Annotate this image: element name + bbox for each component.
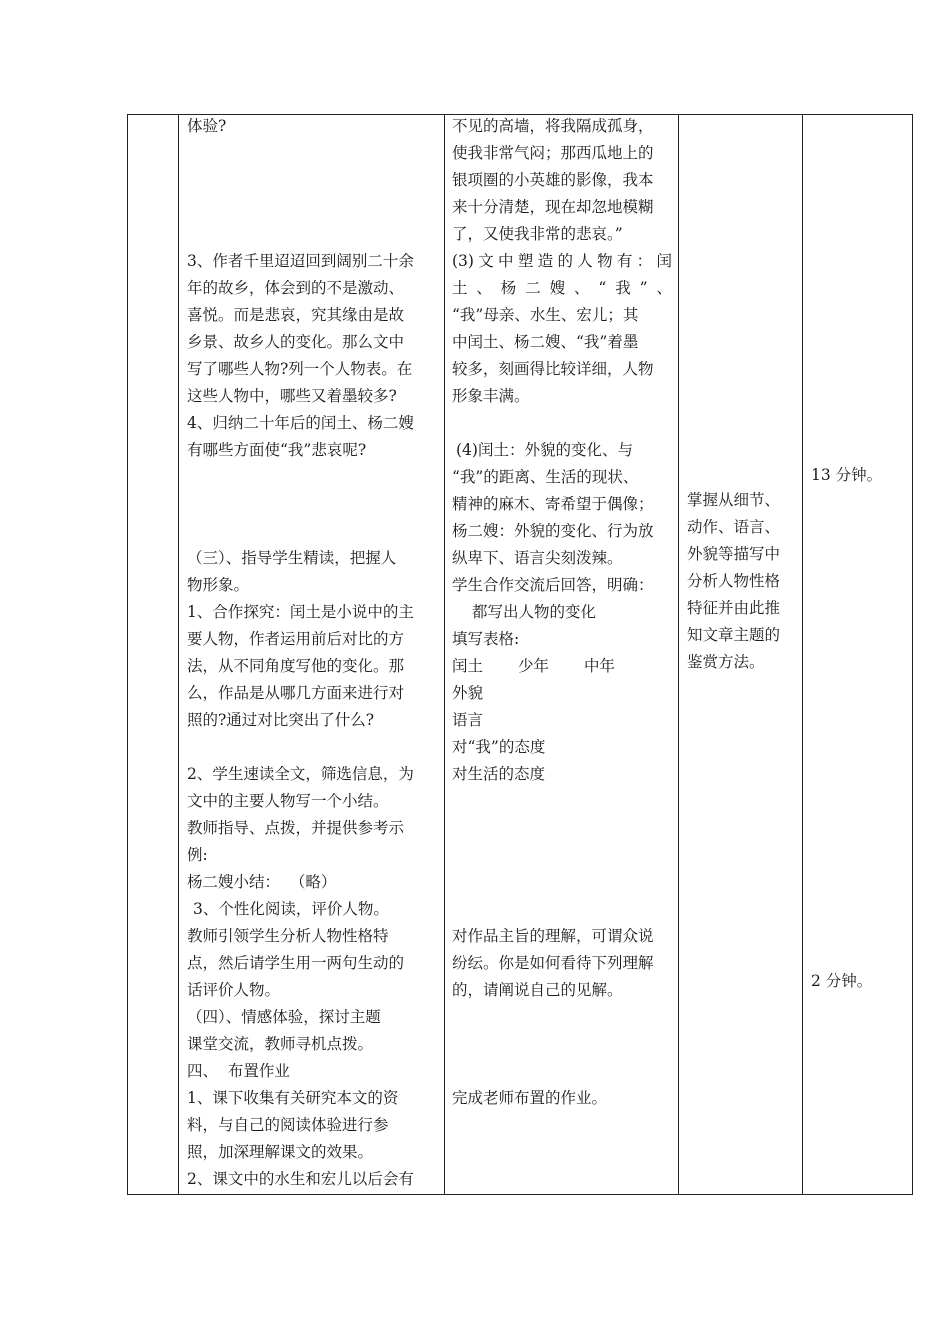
text-line: 要人物，作者运用前后对比的方 bbox=[187, 630, 405, 648]
text-line: 喜悦。而是悲哀，究其缘由是故 bbox=[187, 306, 405, 324]
text-line: 点，然后请学生用一两句生动的 bbox=[187, 954, 405, 972]
text-line: 杨二嫂：外貌的变化、行为放 bbox=[452, 522, 654, 540]
text-line: 例: bbox=[187, 846, 208, 864]
comparison-header-row bbox=[452, 653, 672, 680]
text-line: 对作品主旨的理解，可谓众说 bbox=[452, 927, 654, 945]
column-divider bbox=[444, 114, 445, 1195]
table-label: 对“我”的态度 bbox=[452, 738, 546, 756]
design-intent-cell bbox=[687, 487, 797, 676]
text-line: 纵卑下、语言尖刻泼辣。 bbox=[452, 549, 623, 567]
text-line: 知文章主题的 bbox=[687, 626, 781, 644]
time-label: 2 分钟。 bbox=[811, 972, 873, 990]
text-line: 使我非常气闷；那西瓜地上的 bbox=[452, 144, 654, 162]
text-line: 这些人物中，哪些又着墨较多? bbox=[187, 387, 397, 405]
text-line: 土、杨二嫂、“我”、 bbox=[452, 279, 672, 297]
text-line: 3、个性化阅读，评价人物。 bbox=[193, 900, 389, 918]
text-line: 1、合作探究：闰土是小说中的主 bbox=[187, 603, 414, 621]
column-divider bbox=[678, 114, 679, 1195]
text-line: 中闰土、杨二嫂、“我”着墨 bbox=[452, 333, 639, 351]
text-line: 都写出人物的变化 bbox=[472, 603, 597, 621]
table-label: 少年 bbox=[518, 657, 550, 675]
text-line: “我”母亲、水生、宏儿；其 bbox=[452, 306, 639, 324]
text-line: 动作、语言、 bbox=[687, 518, 781, 536]
table-label: 对生活的态度 bbox=[452, 765, 546, 783]
text-line: 的，请阐说自己的见解。 bbox=[452, 981, 623, 999]
text-line: 鉴赏方法。 bbox=[687, 653, 765, 671]
text-line: (3)文中塑造的人物有：闰 bbox=[452, 252, 672, 270]
text-line: 特征并由此推 bbox=[687, 599, 781, 617]
text-line: 来十分清楚，现在却忽地模糊 bbox=[452, 198, 654, 216]
text-line: 完成老师布置的作业。 bbox=[452, 1089, 608, 1107]
text-line: 了，又使我非常的悲哀。” bbox=[452, 225, 623, 243]
text-line: 掌握从细节、 bbox=[687, 491, 781, 509]
table-label: 外貌 bbox=[452, 684, 484, 702]
text-line: 教师指导、点拨，并提供参考示 bbox=[187, 819, 405, 837]
text-line: 学生合作交流后回答，明确： bbox=[452, 576, 654, 594]
text-line: 写了哪些人物?列一个人物表。在 bbox=[187, 360, 413, 378]
text-line: 1、课下收集有关研究本文的资 bbox=[187, 1089, 399, 1107]
text-line: 年的故乡，体会到的不是激动、 bbox=[187, 279, 405, 297]
text-line: 2、学生速读全文，筛选信息，为 bbox=[187, 765, 414, 783]
text-line: 外貌等描写中 bbox=[687, 545, 781, 563]
text-line: 银项圈的小英雄的影像，我本 bbox=[452, 171, 654, 189]
text-line: 话评价人物。 bbox=[187, 981, 281, 999]
text-line: 体验? bbox=[187, 117, 227, 135]
text-line: 文中的主要人物写一个小结。 bbox=[187, 792, 389, 810]
text-line: 不见的高墙，将我隔成孤身， bbox=[452, 117, 654, 135]
text-line: 分析人物性格 bbox=[687, 572, 781, 590]
text-line: 4、归纳二十年后的闰土、杨二嫂 bbox=[187, 414, 414, 432]
text-line: 法，从不同角度写他的变化。那 bbox=[187, 657, 405, 675]
text-line: 2、课文中的水生和宏儿以后会有 bbox=[187, 1170, 414, 1188]
text-line: 有哪些方面使“我”悲哀呢? bbox=[187, 441, 367, 459]
table-label: 中年 bbox=[584, 657, 616, 675]
text-line: 形象丰满。 bbox=[452, 387, 530, 405]
text-line: 精神的麻木、寄希望于偶像； bbox=[452, 495, 654, 513]
text-line: 较多，刻画得比较详细，人物 bbox=[452, 360, 654, 378]
text-line: (4)闰土：外貌的变化、与 bbox=[456, 441, 633, 459]
time-allocation-1 bbox=[811, 462, 906, 489]
section-heading: 四、 布置作业 bbox=[187, 1062, 290, 1080]
text-line: 料，与自己的阅读体验进行参 bbox=[187, 1116, 389, 1134]
text-line: 么，作品是从哪几方面来进行对 bbox=[187, 684, 405, 702]
text-line: 照，加深理解课文的效果。 bbox=[187, 1143, 374, 1161]
text-line: 杨二嫂小结： （略） bbox=[187, 873, 337, 891]
student-activity-cell bbox=[452, 113, 672, 1112]
table-label: 闰土 bbox=[452, 657, 484, 675]
text-line: 物形象。 bbox=[187, 576, 250, 594]
table-label: 语言 bbox=[452, 711, 484, 729]
text-line: 教师引领学生分析人物性格特 bbox=[187, 927, 389, 945]
text-line: 照的?通过对比突出了什么? bbox=[187, 711, 375, 729]
time-allocation-2 bbox=[811, 968, 906, 995]
column-divider bbox=[802, 114, 803, 1195]
text-line: 乡景、故乡人的变化。那么文中 bbox=[187, 333, 405, 351]
text-line: 填写表格: bbox=[452, 630, 520, 648]
section-heading: （四）、情感体验，探讨主题 bbox=[187, 1008, 381, 1026]
text-line: “我”的距离、生活的现状、 bbox=[452, 468, 639, 486]
time-label: 13 分钟。 bbox=[811, 466, 883, 484]
text-line: 课堂交流，教师寻机点拨。 bbox=[187, 1035, 374, 1053]
teacher-activity-cell bbox=[187, 113, 435, 1193]
text-line: 3、作者千里迢迢回到阔别二十余 bbox=[187, 252, 414, 270]
section-heading: （三）、指导学生精读，把握人 bbox=[187, 549, 397, 567]
column-divider bbox=[178, 114, 179, 1195]
text-line: 纷纭。你是如何看待下列理解 bbox=[452, 954, 654, 972]
